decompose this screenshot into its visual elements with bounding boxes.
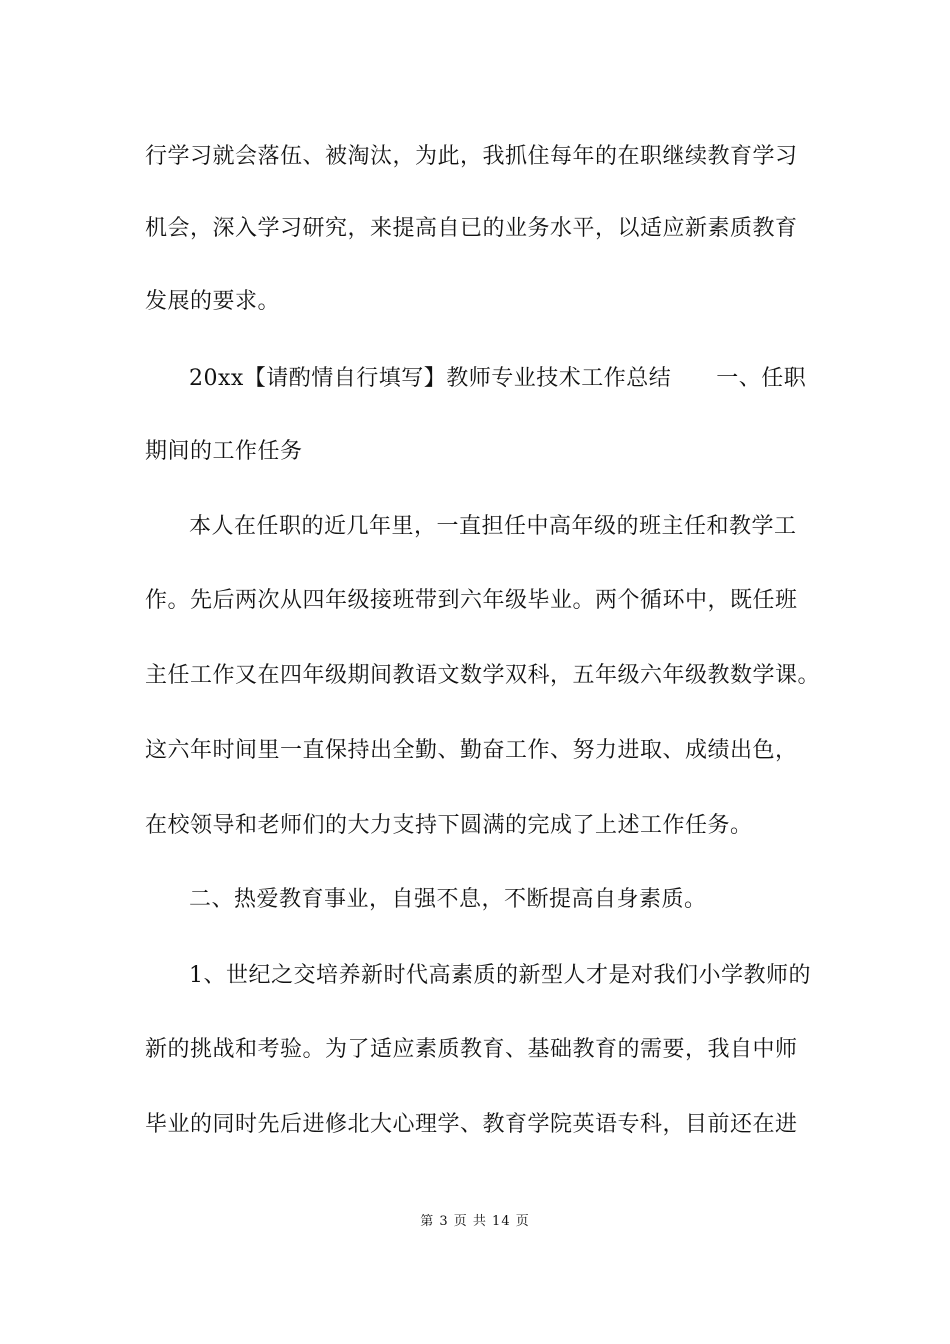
text-line: 主任工作又在四年级期间教语文数学双科，五年级六年级教数学课。 bbox=[145, 663, 821, 688]
paragraph-start-line: 1、世纪之交培养新时代高素质的新型人才是对我们小学教师的 bbox=[189, 963, 811, 988]
text-line: 作。先后两次从四年级接班带到六年级毕业。两个循环中，既任班 bbox=[145, 588, 798, 613]
section-heading-line: 20xx【请酌情自行填写】教师专业技术工作总结 一、任职 bbox=[189, 366, 807, 391]
text-line: 新的挑战和考验。为了适应素质教育、基础教育的需要，我自中师 bbox=[145, 1037, 798, 1062]
text-line: 行学习就会落伍、被淘汰，为此，我抓住每年的在职继续教育学习 bbox=[145, 144, 798, 169]
text-line: 机会，深入学习研究，来提高自已的业务水平，以适应新素质教育 bbox=[145, 216, 798, 241]
text-line: 期间的工作任务 bbox=[145, 439, 303, 464]
section-heading-line: 二、热爱教育事业，自强不息，不断提高自身素质。 bbox=[189, 887, 707, 912]
page-number: 第 3 页 共 14 页 bbox=[420, 1214, 530, 1229]
text-line: 在校领导和老师们的大力支持下圆满的完成了上述工作任务。 bbox=[145, 813, 753, 838]
paragraph-start-line: 本人在任职的近几年里，一直担任中高年级的班主任和教学工 bbox=[189, 514, 797, 539]
text-line: 发展的要求。 bbox=[145, 289, 281, 314]
text-line: 毕业的同时先后进修北大心理学、教育学院英语专科，目前还在进 bbox=[145, 1112, 798, 1137]
page-footer bbox=[0, 1210, 950, 1229]
text-line: 这六年时间里一直保持出全勤、勤奋工作、努力进取、成绩出色， bbox=[145, 738, 798, 763]
